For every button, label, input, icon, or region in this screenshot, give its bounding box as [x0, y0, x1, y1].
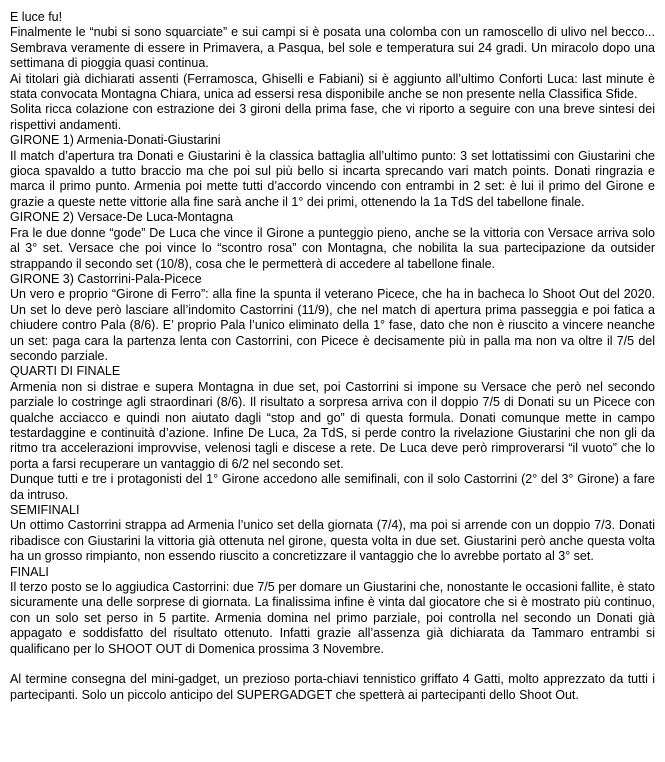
girone-2-paragraph: Fra le due donne “gode” De Luca che vince il Girone a punteggio pieno, anche se la vittoria con Versace arriva solo al 3° set. Versace che poi vince lo “scontro rosa” con Montagna, che nobilita la sua partecipazione da outsider strappando il secondo set (10/8), cosa che le permetterà di accedere al tabellone finale.	[10, 225, 655, 271]
breakfast-paragraph: Solita ricca colazione con estrazione dei 3 gironi della prima fase, che vi riporto a seguire con una breve sintesi dei rispettivi andamenti.	[10, 102, 655, 132]
section-heading-finali: FINALI	[10, 564, 49, 579]
headline: E luce fu!	[10, 10, 63, 24]
section-heading-quarti: QUARTI DI FINALE	[10, 364, 121, 379]
finali-paragraph: Il terzo posto se lo aggiudica Castorrini: due 7/5 per domare un Giustarini che, nonostante le occasioni fallite, è stato sicuramente una delle sorprese di giornata. La finalissima infine è vinta dal giocatore che si è mostrato più continuo, con un solo set perso in 5 partite. Armenia domina nel primo parziale, poi controlla nel secondo un Donati già appagato e soddisfatto del risultato ottenuto. Infatti grazie all’assenza già dichiarata da Tammaro entrambi si qualificano per lo SHOOT OUT di Domenica prossima 3 Novembre.	[10, 580, 655, 656]
quarti-paragraph: Armenia non si distrae e supera Montagna in due set, poi Castorrini si impone su Versace che però nel secondo parziale lo costringe agli straordinari (8/6). Il risultato a sorpresa arriva con il doppio 7/5 di Donati su un Picece con qualche acciacco e quindi non aiutato dagli “stop and go” di questa formula. Donati comunque mette in campo testardaggine e continuità d’azione. Infine De Luca, 2a TdS, si perde contro la rivelazione Giustarini che non gli da ritmo tra accelerazioni improvvise, velenosi tagli e discese a rete. De Luca deve però rimproverarsi “il vuoto” che lo porta a farsi recuperare un vantaggio di 6/2 nel secondo set.	[10, 379, 655, 471]
section-heading-semifinali: SEMIFINALI	[10, 503, 80, 517]
section-heading-girone-1: GIRONE 1) Armenia-Donati-Giustarini	[10, 133, 221, 148]
blank-line	[10, 657, 655, 672]
quarti-summary-paragraph: Dunque tutti e tre i protagonisti del 1° Girone accedono alle semifinali, con il solo Castorrini (2° del 3° Girone) a fare da intruso.	[10, 472, 655, 502]
girone-1-paragraph: Il match d’apertura tra Donati e Giustarini è la classica battaglia all’ultimo punto: 3 set lottatissimi con Giustarini che gioca spavaldo a tutto braccio ma che poi sul più bello si incarta sprecando vari match points. Donati ringrazia e marca il primo punto. Armenia poi mette tutti d’accordo vincendo con entrambi in 2 set: è lui il primo del Girone e grazie a queste nette vittorie alla fine sarà anche il 1° dei primi, ottenendo la 1a TdS del tabellone finale.	[10, 148, 655, 209]
intro-paragraph: Finalmente le “nubi si sono squarciate” e sui campi si è posata una colomba con un ramoscello di ulivo nel becco... Sembrava veramente di essere in Primavera, a Pasqua, bel sole e temperatura sui 24 gradi. Un miracolo dopo una settimana di pioggia quasi continua.	[10, 25, 655, 71]
absences-paragraph: Ai titolari già dichiarati assenti (Ferramosca, Ghiselli e Fabiani) si è aggiunto all’ultimo Conforti Luca: last minute è stata convocata Montagna Chiara, unica ad essersi resa disponibile anche se non presente nella Classifica Sfide.	[10, 71, 655, 102]
semifinali-paragraph: Un ottimo Castorrini strappa ad Armenia l’unico set della giornata (7/4), ma poi si arrende con un doppio 7/3. Donati ribadisce con Giustarini la vittoria già ottenuta nel girone, questa volta in due set. Giustarini però anche questa volta ha un grosso rimpianto, non essendo riuscito a concretizzare il vantaggio che lo avrebbe portato al 3° set.	[10, 518, 655, 564]
section-heading-girone-2: GIRONE 2) Versace-De Luca-Montagna	[10, 210, 234, 225]
section-heading-girone-3: GIRONE 3) Castorrini-Pala-Picece	[10, 271, 202, 286]
girone-3-paragraph: Un vero e proprio “Girone di Ferro”: alla fine la spunta il veterano Picece, che ha in bacheca lo Shoot Out del 2020. Un set lo deve però lasciare all’indomito Castorrini (11/9), che nel match di apertura prima passeggia e poi fatica a chiudere contro Pala (8/6). E’ proprio Pala l’unico eliminato della 1° fase, dato che non è riuscito a vincere neanche un set: paga cara la partenza lenta con Castorrini, con Picece è decisamente più in palla ma non va oltre il 7/5 del secondo parziale.	[10, 287, 655, 363]
closing-paragraph: Al termine consegna del mini-gadget, un prezioso porta-chiavi tennistico griffato 4 Gatti, molto apprezzato da tutti i partecipanti. Solo un piccolo anticipo del SUPERGADGET che spetterà ai partecipanti dello Shoot Out.	[10, 672, 655, 702]
